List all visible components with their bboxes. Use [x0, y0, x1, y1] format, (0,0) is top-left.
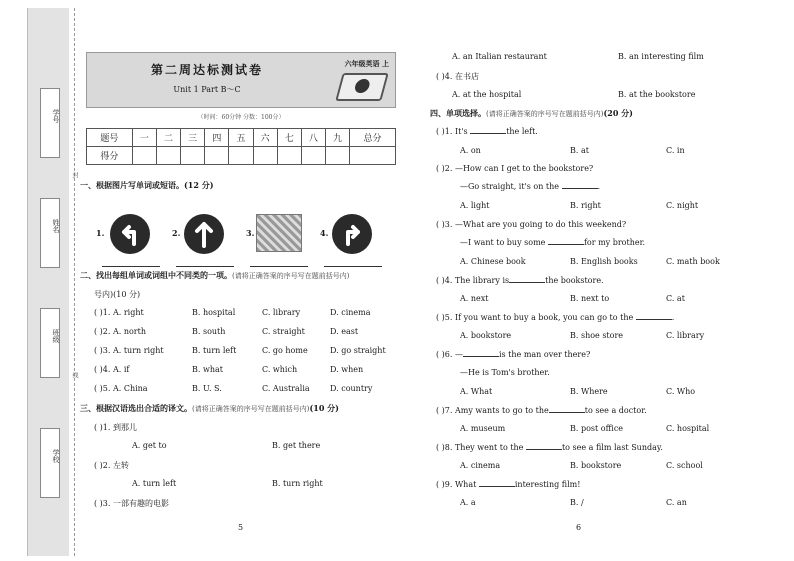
option-b: B. what: [192, 365, 223, 374]
option-c: C. Who: [666, 387, 696, 396]
question-text: is the man over there?: [498, 350, 591, 359]
class-label: 班级: [52, 329, 60, 343]
option-b: B. Where: [570, 387, 608, 396]
score-cell: 三: [181, 129, 205, 147]
header-banner: [86, 52, 396, 108]
time-score-info: （时间：60分钟 分数：100分）: [197, 114, 285, 121]
answer-line[interactable]: [102, 266, 160, 267]
answer-line[interactable]: [176, 266, 234, 267]
score-cell: 四: [205, 129, 229, 147]
section3-title: 三、根据汉语选出合适的译文。: [80, 403, 192, 413]
option-b: B. right: [570, 201, 601, 210]
score-input-cell[interactable]: [156, 147, 180, 165]
option-c: C. night: [666, 201, 699, 210]
question-text: ( )9. What: [436, 480, 477, 489]
option-a: A. museum: [460, 424, 506, 433]
binding-strip: [27, 8, 69, 556]
answer-blank[interactable]: [470, 133, 506, 134]
section3-note: (请将正确答案的序号写在题前括号内): [192, 405, 310, 413]
section4-heading: [430, 108, 633, 119]
option-a: A. get to: [132, 441, 167, 450]
option-b: B. get there: [272, 441, 321, 450]
list-item[interactable]: ( )3. 一部有趣的电影: [94, 499, 169, 508]
option-d: D. when: [330, 365, 364, 374]
option-c: C. Australia: [262, 384, 310, 393]
go-straight-sign-icon: [184, 214, 224, 254]
score-input-cell[interactable]: [325, 147, 349, 165]
crossroads-picture: [256, 214, 302, 252]
answer-blank[interactable]: [526, 449, 562, 450]
option-b: B. at: [570, 146, 589, 155]
school-box[interactable]: [40, 428, 60, 498]
score-cell: 五: [229, 129, 253, 147]
page-number: 6: [576, 523, 582, 532]
score-cell: 二: [156, 129, 180, 147]
score-input-cell[interactable]: [205, 147, 229, 165]
option-b: B. turn right: [272, 479, 323, 488]
option-a: ( )1. A. right: [94, 308, 144, 317]
item-number: 3.: [246, 228, 255, 238]
question-text: for my brother.: [583, 238, 646, 247]
score-cell: 一: [132, 129, 156, 147]
option-d: D. cinema: [330, 308, 371, 317]
list-item[interactable]: ( )1. 到那儿: [94, 423, 137, 432]
option-a: ( )5. A. China: [94, 384, 148, 393]
name-box[interactable]: [40, 198, 60, 268]
option-c: C. straight: [262, 327, 305, 336]
option-c: C. in: [666, 146, 685, 155]
answer-blank[interactable]: [549, 412, 585, 413]
score-input-cell[interactable]: [181, 147, 205, 165]
score-table-header-row: [87, 129, 396, 147]
option-c: C. go home: [262, 346, 308, 355]
question-line2: [460, 182, 600, 191]
option-a: ( )3. A. turn right: [94, 346, 164, 355]
line-mark: 线: [71, 372, 78, 378]
question[interactable]: [436, 480, 580, 489]
question-line2: —He is Tom's brother.: [460, 368, 550, 377]
question-text: to see a doctor.: [584, 406, 647, 415]
unit-subtitle: Unit 1 Part B～C: [173, 85, 241, 94]
section1-points: (12 分): [184, 180, 214, 190]
turn-right-sign-icon: [332, 214, 372, 254]
list-item[interactable]: [94, 384, 148, 393]
option-a: A. at the hospital: [452, 90, 522, 99]
question-text: ( )8. They went to the: [436, 443, 524, 452]
question-text: ( )4. The library is: [436, 276, 510, 285]
page-title: 第二周达标测试卷: [150, 63, 263, 77]
score-cell: 七: [277, 129, 301, 147]
list-item[interactable]: ( )4. 在书店: [436, 72, 479, 81]
item-number: 4.: [320, 228, 329, 238]
score-input-cell[interactable]: [277, 147, 301, 165]
section2-note: (请将正确答案的序号写在题前括号内): [232, 272, 350, 280]
answer-blank[interactable]: [463, 356, 499, 357]
option-a: A. on: [460, 146, 481, 155]
question[interactable]: [436, 127, 538, 136]
question-text: ( )6. —: [436, 350, 463, 359]
option-b: B. U. S.: [192, 384, 222, 393]
option-a: A. a: [460, 498, 476, 507]
section1-title: 一、根据图片写单词或短语。: [80, 180, 184, 190]
question-text: interesting film!: [514, 480, 581, 489]
turn-left-sign-icon: [110, 214, 150, 254]
question-text: —I want to buy some: [460, 238, 546, 247]
option-a: A. cinema: [460, 461, 501, 470]
section2-note-continued: [94, 289, 140, 300]
score-input-cell[interactable]: [253, 147, 277, 165]
option-c: C. which: [262, 365, 298, 374]
score-cell: 九: [325, 129, 349, 147]
question[interactable]: ( )2. —How can I get to the bookstore?: [436, 164, 594, 173]
option-b: B. shoe store: [570, 331, 624, 340]
question-text: ( )1. It's: [436, 127, 468, 136]
question[interactable]: [436, 406, 647, 415]
student-id-label: 学号: [52, 109, 60, 123]
student-id-box[interactable]: [40, 88, 60, 158]
name-label: 姓名: [52, 219, 60, 233]
option-a: A. an Italian restaurant: [452, 52, 547, 61]
option-c: C. at: [666, 294, 685, 303]
answer-blank[interactable]: [636, 319, 672, 320]
section2-heading: [80, 270, 349, 281]
list-item[interactable]: [94, 308, 144, 317]
score-cell: 六: [253, 129, 277, 147]
answer-blank[interactable]: [562, 188, 598, 189]
section3-heading: [80, 403, 339, 414]
seal-mark: 封: [71, 172, 78, 178]
cut-line: [74, 8, 75, 556]
option-a: A. What: [460, 387, 493, 396]
option-b: B. at the bookstore: [618, 90, 696, 99]
score-input-cell[interactable]: [229, 147, 253, 165]
option-c: C. math book: [666, 257, 720, 266]
section2-note-2: 号内): [94, 290, 114, 299]
option-b: B. /: [570, 498, 584, 507]
option-b: B. turn left: [192, 346, 237, 355]
option-a: A. bookstore: [460, 331, 512, 340]
section2-title: 二、找出每组单词或词组中不同类的一项。: [80, 270, 232, 280]
score-table-score-row: [87, 147, 396, 165]
item-number: 2.: [172, 228, 181, 238]
question[interactable]: [436, 443, 663, 452]
option-d: D. east: [330, 327, 359, 336]
option-a: A. turn left: [132, 479, 177, 488]
option-b: B. English books: [570, 257, 638, 266]
option-b: B. post office: [570, 424, 624, 433]
option-b: B. bookstore: [570, 461, 622, 470]
score-input-cell[interactable]: [132, 147, 156, 165]
answer-blank[interactable]: [509, 282, 545, 283]
option-a: A. Chinese book: [460, 257, 526, 266]
section4-title: 四、单项选择。: [430, 108, 486, 118]
question-text: ( )5. If you want to buy a book, you can go to the: [436, 313, 634, 322]
answer-blank[interactable]: [479, 486, 515, 487]
right-page: [430, 8, 780, 556]
section2-points: (10 分): [113, 290, 141, 299]
score-cell: 得分: [87, 147, 133, 165]
list-item[interactable]: [94, 346, 164, 355]
question[interactable]: [436, 313, 674, 322]
question[interactable]: [436, 276, 604, 285]
option-d: D. country: [330, 384, 373, 393]
question-text: .: [671, 313, 675, 322]
section4-note: (请将正确答案的序号写在题前括号内): [486, 110, 604, 118]
tablet-icon: [335, 73, 389, 101]
option-a: A. light: [460, 201, 490, 210]
question-text: the bookstore.: [545, 276, 604, 285]
option-c: C. hospital: [666, 424, 710, 433]
item-number: 1.: [96, 228, 105, 238]
score-cell: 八: [301, 129, 325, 147]
question-text: —Go straight, it's on the: [460, 182, 560, 191]
option-a: ( )4. A. if: [94, 365, 130, 374]
list-item[interactable]: [94, 365, 129, 374]
option-a: A. next: [460, 294, 489, 303]
option-c: C. library: [262, 308, 301, 317]
score-cell: 总分: [350, 129, 396, 147]
page-number: 5: [238, 523, 244, 532]
left-page: [80, 8, 410, 556]
grade-tag: 六年级英语 上: [344, 59, 389, 68]
question[interactable]: [436, 350, 590, 359]
question-text: the left.: [506, 127, 538, 136]
list-item[interactable]: [94, 327, 146, 336]
answer-blank[interactable]: [548, 244, 584, 245]
section4-points: (20 分): [603, 108, 633, 118]
option-b: B. hospital: [192, 308, 236, 317]
option-b: B. an interesting film: [618, 52, 704, 61]
score-cell: 题号: [87, 129, 133, 147]
question-text: .: [597, 182, 601, 191]
score-input-cell[interactable]: [350, 147, 396, 165]
section1-heading: [80, 180, 214, 191]
score-input-cell[interactable]: [301, 147, 325, 165]
section3-points: (10 分): [309, 403, 339, 413]
option-c: C. an: [666, 498, 687, 507]
school-label: 学校: [52, 449, 60, 463]
class-box[interactable]: [40, 308, 60, 378]
list-item[interactable]: ( )2. 左转: [94, 461, 129, 470]
option-d: D. go straight: [330, 346, 386, 355]
option-a: ( )2. A. north: [94, 327, 146, 336]
option-c: C. library: [666, 331, 705, 340]
answer-line[interactable]: [324, 266, 382, 267]
question-text: to see a film last Sunday.: [561, 443, 663, 452]
question[interactable]: ( )3. —What are you going to do this weekend?: [436, 220, 627, 229]
option-b: B. south: [192, 327, 226, 336]
option-c: C. school: [666, 461, 703, 470]
answer-line[interactable]: [250, 266, 308, 267]
question-line2: [460, 238, 645, 247]
question-text: ( )7. Amy wants to go to the: [436, 406, 549, 415]
option-b: B. next to: [570, 294, 610, 303]
score-table: [86, 128, 396, 165]
